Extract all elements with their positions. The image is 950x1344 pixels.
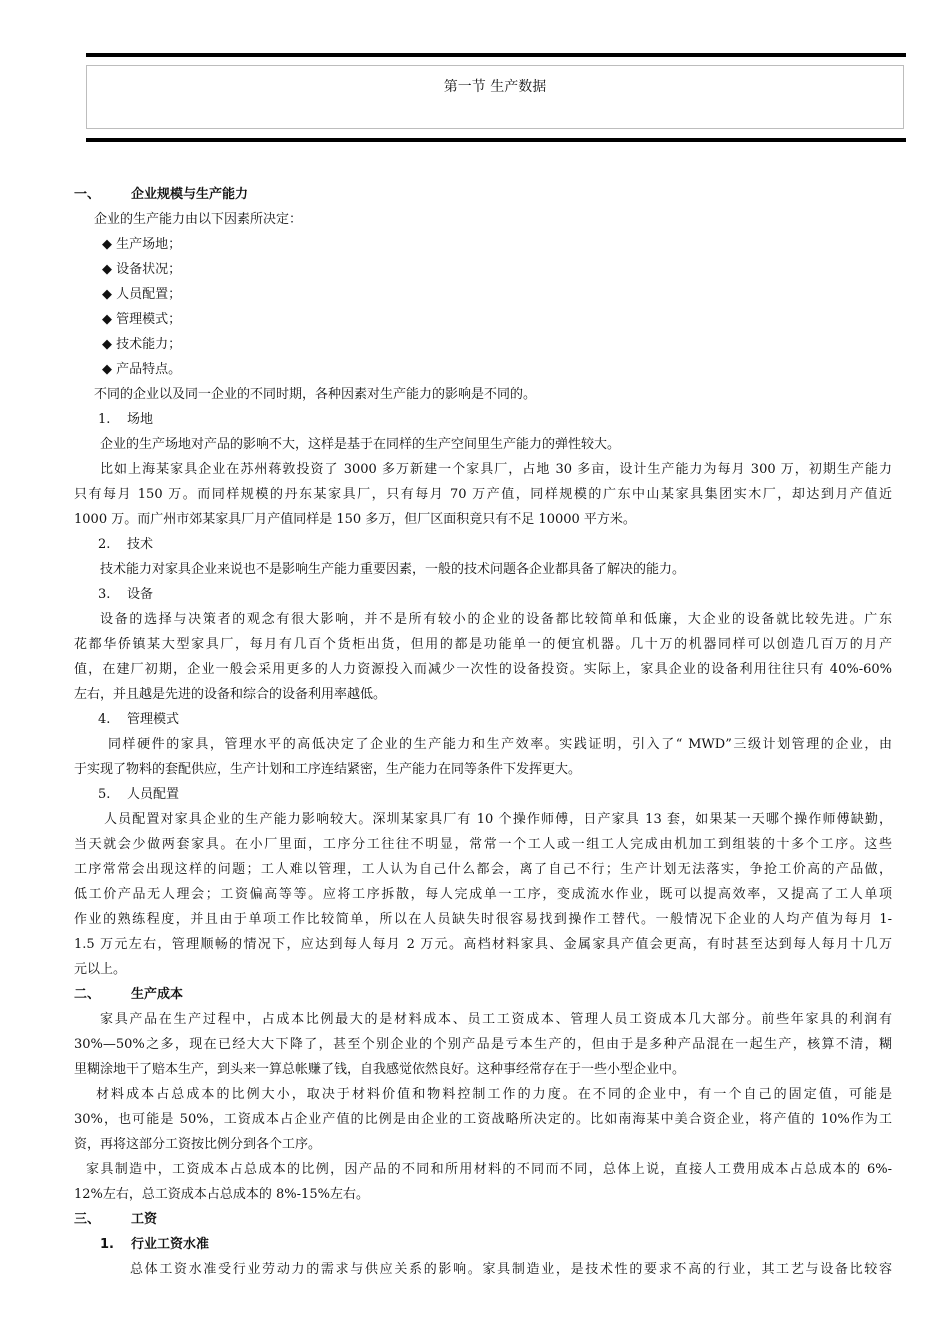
paragraph: 企业的生产能力由以下因素所决定：: [94, 212, 303, 227]
paragraph-line: 工序常常会出现这样的问题；工人难以管理，工人认为自己什么都会，离了自己不行；生产计划无法落实，争抢工价高的产品做，: [74, 862, 892, 877]
subsection-heading: [74, 782, 892, 807]
paragraph-line: 比如上海某家具企业在苏州蒋敦投资了 3000 多万新建一个家具厂，占地 30 多亩，设计生产能力为每月 300 万，初期生产能力: [100, 462, 892, 477]
subsection-title: 场地: [127, 412, 154, 427]
section-number: 一、: [74, 187, 101, 202]
subsection-number: 4.: [98, 712, 111, 727]
paragraph-line: 低工价产品无人理会；工资偏高等等。应将工序拆散，每人完成单一工序，变成流水作业，既可以提高效率，又提高了工人单项: [74, 887, 892, 902]
paragraph-line: 左右，并且越是先进的设备和综合的设备利用率越低。: [74, 687, 387, 702]
subsection-heading: [74, 1232, 892, 1257]
header-top-rule: [86, 53, 906, 57]
section-heading: [74, 982, 892, 1007]
paragraph-line: 材料成本占总成本的比例大小，取决于材料价值和物料控制工作的力度。在不同的企业中，有一个自己的固定值，可能是: [96, 1087, 892, 1102]
section-title: 企业规模与生产能力: [131, 187, 249, 202]
paragraph: 不同的企业以及同一企业的不同时期，各种因素对生产能力的影响是不同的。: [94, 387, 537, 402]
bullet-item: ◆ 管理模式；: [102, 312, 182, 327]
paragraph: 技术能力对家具企业来说也不是影响生产能力重要因素，一般的技术问题各企业都具备了解决的能力。: [100, 562, 686, 577]
paragraph-line: 家具产品在生产过程中，占成本比例最大的是材料成本、员工工资成本、管理人员工资成本几大部分。前些年家具的利润有: [100, 1012, 892, 1027]
section-heading: [74, 1207, 892, 1232]
paragraph-line: 当天就会少做两套家具。在小厂里面，工序分工往往不明显，常常一个工人或一组工人完成由机加工到组装的十多个工序。这些: [74, 837, 892, 852]
paragraph-line: 设备的选择与决策者的观念有很大影响，并不是所有较小的企业的设备都比较简单和低廉，大企业的设备就比较先进。广东: [100, 612, 892, 627]
paragraph-line: 30%，也可能是 50%，工资成本占企业产值的比例是由企业的工资战略所决定的。比如南海某中美合资企业，将产值的 10%作为工: [74, 1112, 892, 1127]
subsection-number: 1.: [98, 412, 111, 427]
section-title: 工资: [131, 1212, 158, 1227]
paragraph-line: 12%左右，总工资成本占总成本的 8%-15%左右。: [74, 1187, 369, 1202]
subsection-title: 技术: [127, 537, 154, 552]
subsection-title: 行业工资水准: [131, 1237, 210, 1252]
paragraph-line: 1.5 万元左右，管理顺畅的情况下，应达到每人每月 2 万元。高档材料家具、金属家具产值会更高，有时甚至达到每人每月十几万: [74, 937, 892, 952]
bullet-item: ◆ 人员配置；: [102, 287, 182, 302]
paragraph-line: 只有每月 150 万。而同样规模的丹东某家具厂，只有每月 70 万产值，同样规模的广东中山某家具集团实木厂，却达到月产值近: [74, 487, 892, 502]
paragraph-line: 总体工资水准受行业劳动力的需求与供应关系的影响。家具制造业，是技术性的要求不高的行业，其工艺与设备比较容: [130, 1262, 892, 1277]
paragraph-line: 元以上。: [74, 962, 127, 977]
subsection-heading: [74, 707, 892, 732]
paragraph-line: 花都华侨镇某大型家具厂，每月有几百个货柜出货，但用的都是功能单一的便宜机器。几十万的机器同样可以创造几百万的月产: [74, 637, 892, 652]
paragraph-line: 人员配置对家具企业的生产能力影响较大。深圳某家具厂有 10 个操作师傅，日产家具 13 套，如果某一天哪个操作师傅缺勤，: [104, 812, 892, 827]
header-title-box: [86, 65, 904, 129]
paragraph-line: 家具制造中，工资成本占总成本的比例，因产品的不同和所用材料的不同而不同，总体上说，直接人工费用成本占总成本的 6%-: [86, 1162, 892, 1177]
page-title: 第一节 生产数据: [443, 79, 547, 95]
subsection-number: 3.: [98, 587, 111, 602]
subsection-heading: [74, 532, 892, 557]
paragraph-line: 同样硬件的家具，管理水平的高低决定了企业的生产能力和生产效率。实践证明，引入了“ MWD”三级计划管理的企业，由: [108, 737, 892, 752]
subsection-number: 1.: [100, 1237, 114, 1252]
subsection-title: 人员配置: [127, 787, 180, 802]
paragraph-line: 1000 万。而广州市郊某家具厂月产值同样是 150 多万，但厂区面积竟只有不足 10000 平方米。: [74, 512, 636, 527]
paragraph-line: 资，再将这部分工资按比例分到各个工序。: [74, 1137, 322, 1152]
bullet-item: ◆ 生产场地；: [102, 237, 182, 252]
document-body: [74, 182, 892, 1282]
subsection-heading: [74, 407, 892, 432]
header-bottom-rule: [86, 138, 906, 142]
subsection-number: 5.: [98, 787, 111, 802]
section-number: 三、: [74, 1212, 101, 1227]
subsection-title: 设备: [127, 587, 154, 602]
section-number: 二、: [74, 987, 101, 1002]
subsection-number: 2.: [98, 537, 111, 552]
subsection-heading: [74, 582, 892, 607]
paragraph-line: 里糊涂地干了赔本生产，到头来一算总帐赚了钱，自我感觉依然良好。这种事经常存在于一些小型企业中。: [74, 1062, 686, 1077]
section-title: 生产成本: [131, 987, 184, 1002]
paragraph-line: 30%—50%之多，现在已经大大下降了，甚至个别企业的个别产品是亏本生产的，但由于是多种产品混在一起生产，核算不清，糊: [74, 1037, 892, 1052]
paragraph: 企业的生产场地对产品的影响不大，这样是基于在同样的生产空间里生产能力的弹性较大。: [100, 437, 621, 452]
bullet-item: ◆ 设备状况；: [102, 262, 182, 277]
paragraph-line: 于实现了物料的套配供应，生产计划和工序连结紧密，生产能力在同等条件下发挥更大。: [74, 762, 582, 777]
bullet-item: ◆ 技术能力；: [102, 337, 182, 352]
bullet-item: ◆ 产品特点。: [102, 362, 182, 377]
paragraph-line: 作业的熟练程度，并且由于单项工作比较简单，所以在人员缺失时很容易找到操作工替代。一般情况下企业的人均产值为每月 1-: [74, 912, 892, 927]
paragraph-line: 值，在建厂初期，企业一般会采用更多的人力资源投入而减少一次性的设备投资。实际上，家具企业的设备利用往往只有 40%-60%: [74, 662, 892, 677]
subsection-title: 管理模式: [127, 712, 180, 727]
section-heading: [74, 182, 892, 207]
